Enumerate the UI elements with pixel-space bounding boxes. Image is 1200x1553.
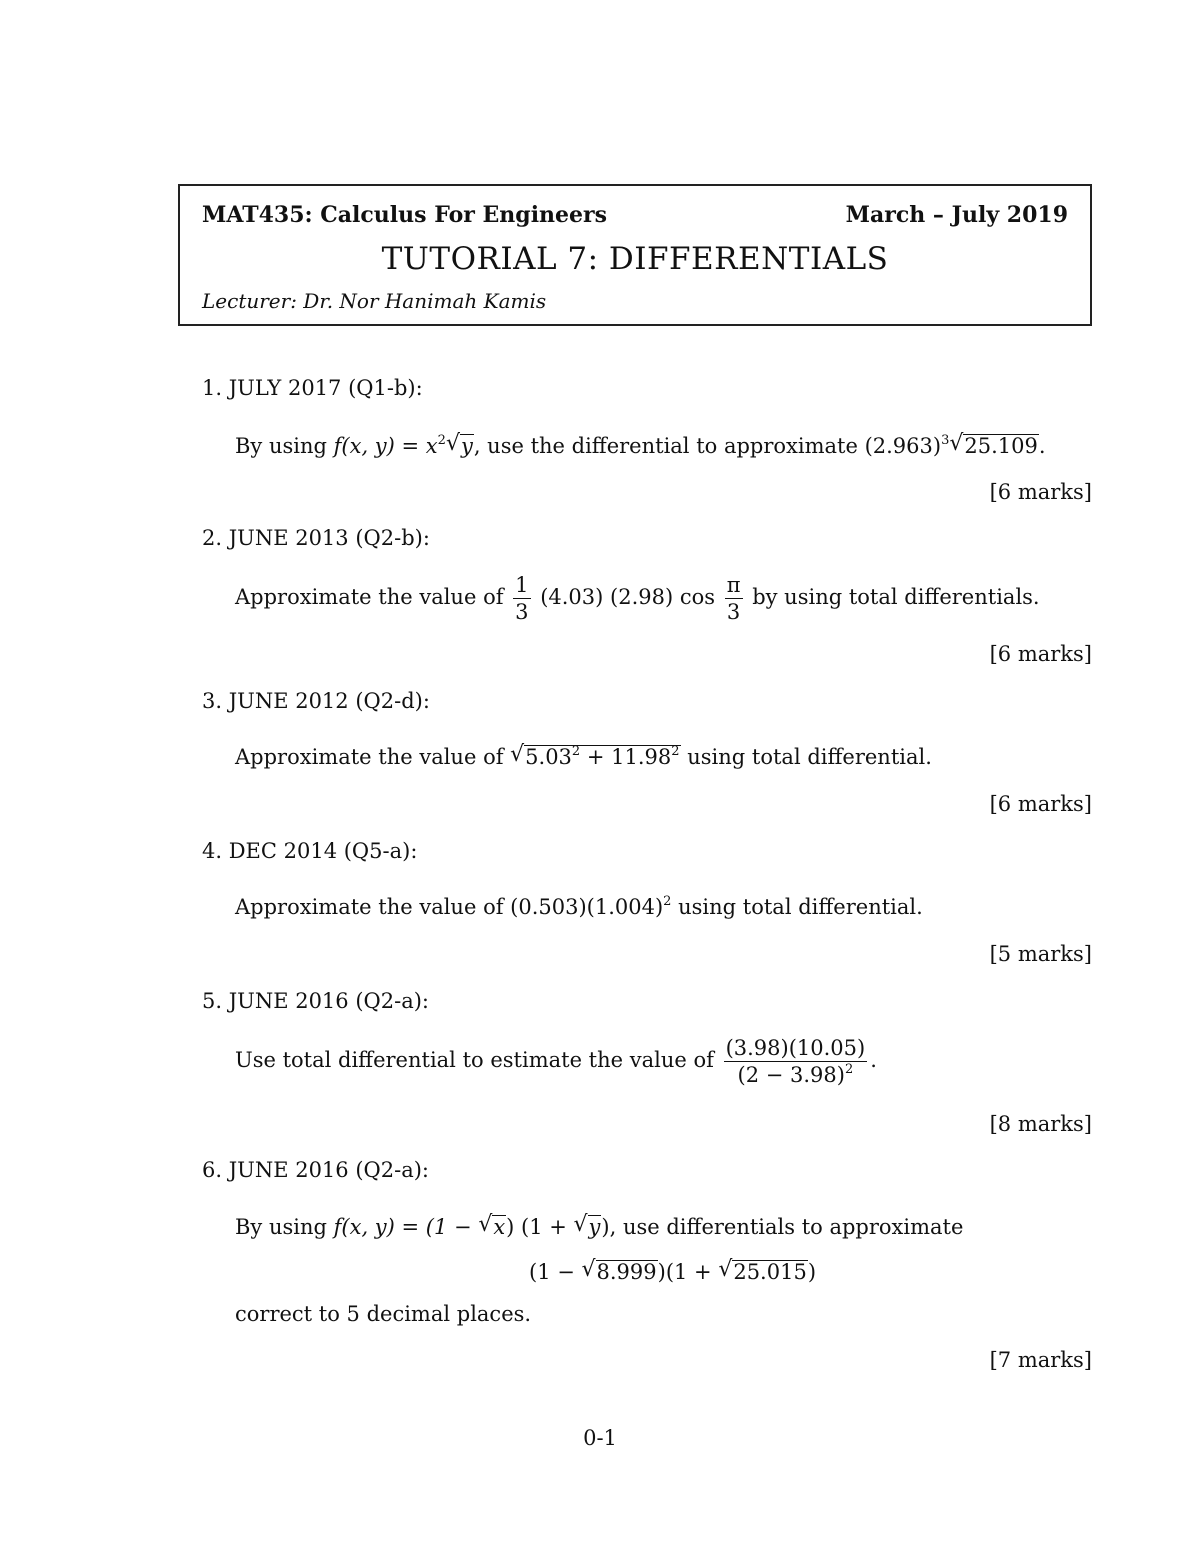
lecturer-name: Lecturer: Dr. Nor Hanimah Kamis: [202, 289, 547, 313]
marks-label: [6 marks]: [989, 642, 1092, 666]
text-fragment: by using total differentials.: [745, 585, 1040, 609]
marks-label: [5 marks]: [989, 942, 1092, 966]
question-text-continued: correct to 5 decimal places.: [235, 1302, 532, 1326]
square-root: [949, 434, 1038, 458]
math-exponent: 2: [437, 433, 446, 448]
question-heading: 5. JUNE 2016 (Q2-a):: [202, 989, 429, 1013]
math-exponent: 3: [941, 433, 950, 448]
question-text: [235, 572, 1040, 625]
text-fragment: Approximate the value of: [235, 745, 511, 769]
fraction-denominator: [724, 1062, 868, 1088]
page-title: TUTORIAL 7: DIFFERENTIALS: [381, 241, 889, 277]
math-fragment: ): [601, 1215, 610, 1239]
radicand: y: [460, 434, 473, 458]
fraction-numerator: (3.98)(10.05): [725, 1036, 866, 1060]
radicand: 8.999: [596, 1260, 657, 1284]
fraction-denominator: 3: [726, 600, 741, 624]
question-heading: 3. JUNE 2012 (Q2-d):: [202, 689, 430, 713]
math-fragment: + 11.98: [580, 745, 672, 769]
marks-label: [7 marks]: [989, 1348, 1092, 1372]
semester-label: March – July 2019: [845, 202, 1068, 228]
question-text: [235, 434, 1046, 458]
math-exponent: 2: [663, 894, 672, 909]
centered-expression: [529, 1260, 816, 1284]
question-text: [235, 1035, 877, 1088]
square-root: [582, 1260, 658, 1284]
question-heading: 4. DEC 2014 (Q5-a):: [202, 839, 418, 863]
text-fragment: , use differentials to approximate: [609, 1215, 964, 1239]
fraction: [725, 572, 743, 625]
fraction: [724, 1035, 868, 1088]
question-heading: 2. JUNE 2013 (Q2-b):: [202, 526, 430, 550]
question-text: [235, 895, 923, 919]
math-fragment: (2 − 3.98): [737, 1063, 845, 1087]
text-fragment: .: [1038, 434, 1046, 458]
math-exponent: 2: [571, 744, 581, 759]
course-title: MAT435: Calculus For Engineers: [202, 202, 608, 228]
math-fragment: )(1 +: [657, 1260, 719, 1284]
math-fragment: (1 −: [529, 1260, 582, 1284]
square-root: [574, 1215, 602, 1239]
math-exponent: 2: [671, 744, 680, 759]
page-number: 0-1: [583, 1426, 617, 1450]
radicand: y: [588, 1215, 601, 1239]
square-root: [478, 1215, 506, 1239]
radicand: 25.015: [733, 1260, 807, 1284]
header-box: [178, 184, 1092, 326]
math-fragment: f(x, y) = x: [333, 434, 438, 458]
square-root: [446, 434, 474, 458]
text-fragment: using total differential.: [680, 745, 932, 769]
math-exponent: 2: [844, 1062, 854, 1077]
question-heading: 1. JULY 2017 (Q1-b):: [202, 376, 423, 400]
radicand: 25.109: [964, 434, 1038, 458]
math-fragment: f(x, y) = (1 −: [333, 1215, 479, 1239]
text-fragment: , use the differential to approximate (2.963): [473, 434, 942, 458]
question-heading: 6. JUNE 2016 (Q2-a):: [202, 1158, 429, 1182]
fraction: [513, 572, 530, 625]
radicand: [524, 745, 680, 768]
text-fragment: using total differential.: [671, 895, 923, 919]
text-fragment: Approximate the value of (0.503)(1.004): [235, 895, 664, 919]
marks-label: [6 marks]: [989, 792, 1092, 816]
text-fragment: By using: [235, 434, 334, 458]
fraction-denominator: 3: [515, 600, 529, 624]
text-fragment: By using: [235, 1215, 334, 1239]
math-fragment: ) (1 +: [506, 1215, 574, 1239]
math-fragment: 5.03: [525, 745, 572, 769]
marks-label: [8 marks]: [989, 1112, 1092, 1136]
square-root: [718, 1260, 807, 1284]
square-root: [510, 745, 680, 769]
marks-label: [6 marks]: [989, 480, 1092, 504]
fraction-numerator: 1: [515, 573, 529, 597]
radicand: x: [493, 1215, 506, 1239]
question-text: [235, 1215, 963, 1239]
text-fragment: Approximate the value of: [235, 585, 511, 609]
fraction-numerator: π: [726, 573, 741, 597]
text-fragment: .: [870, 1048, 877, 1072]
math-fragment: ): [807, 1260, 817, 1284]
question-text: [235, 745, 932, 769]
text-fragment: Use total differential to estimate the value of: [235, 1048, 721, 1072]
text-fragment: (4.03) (2.98) cos: [533, 585, 722, 609]
